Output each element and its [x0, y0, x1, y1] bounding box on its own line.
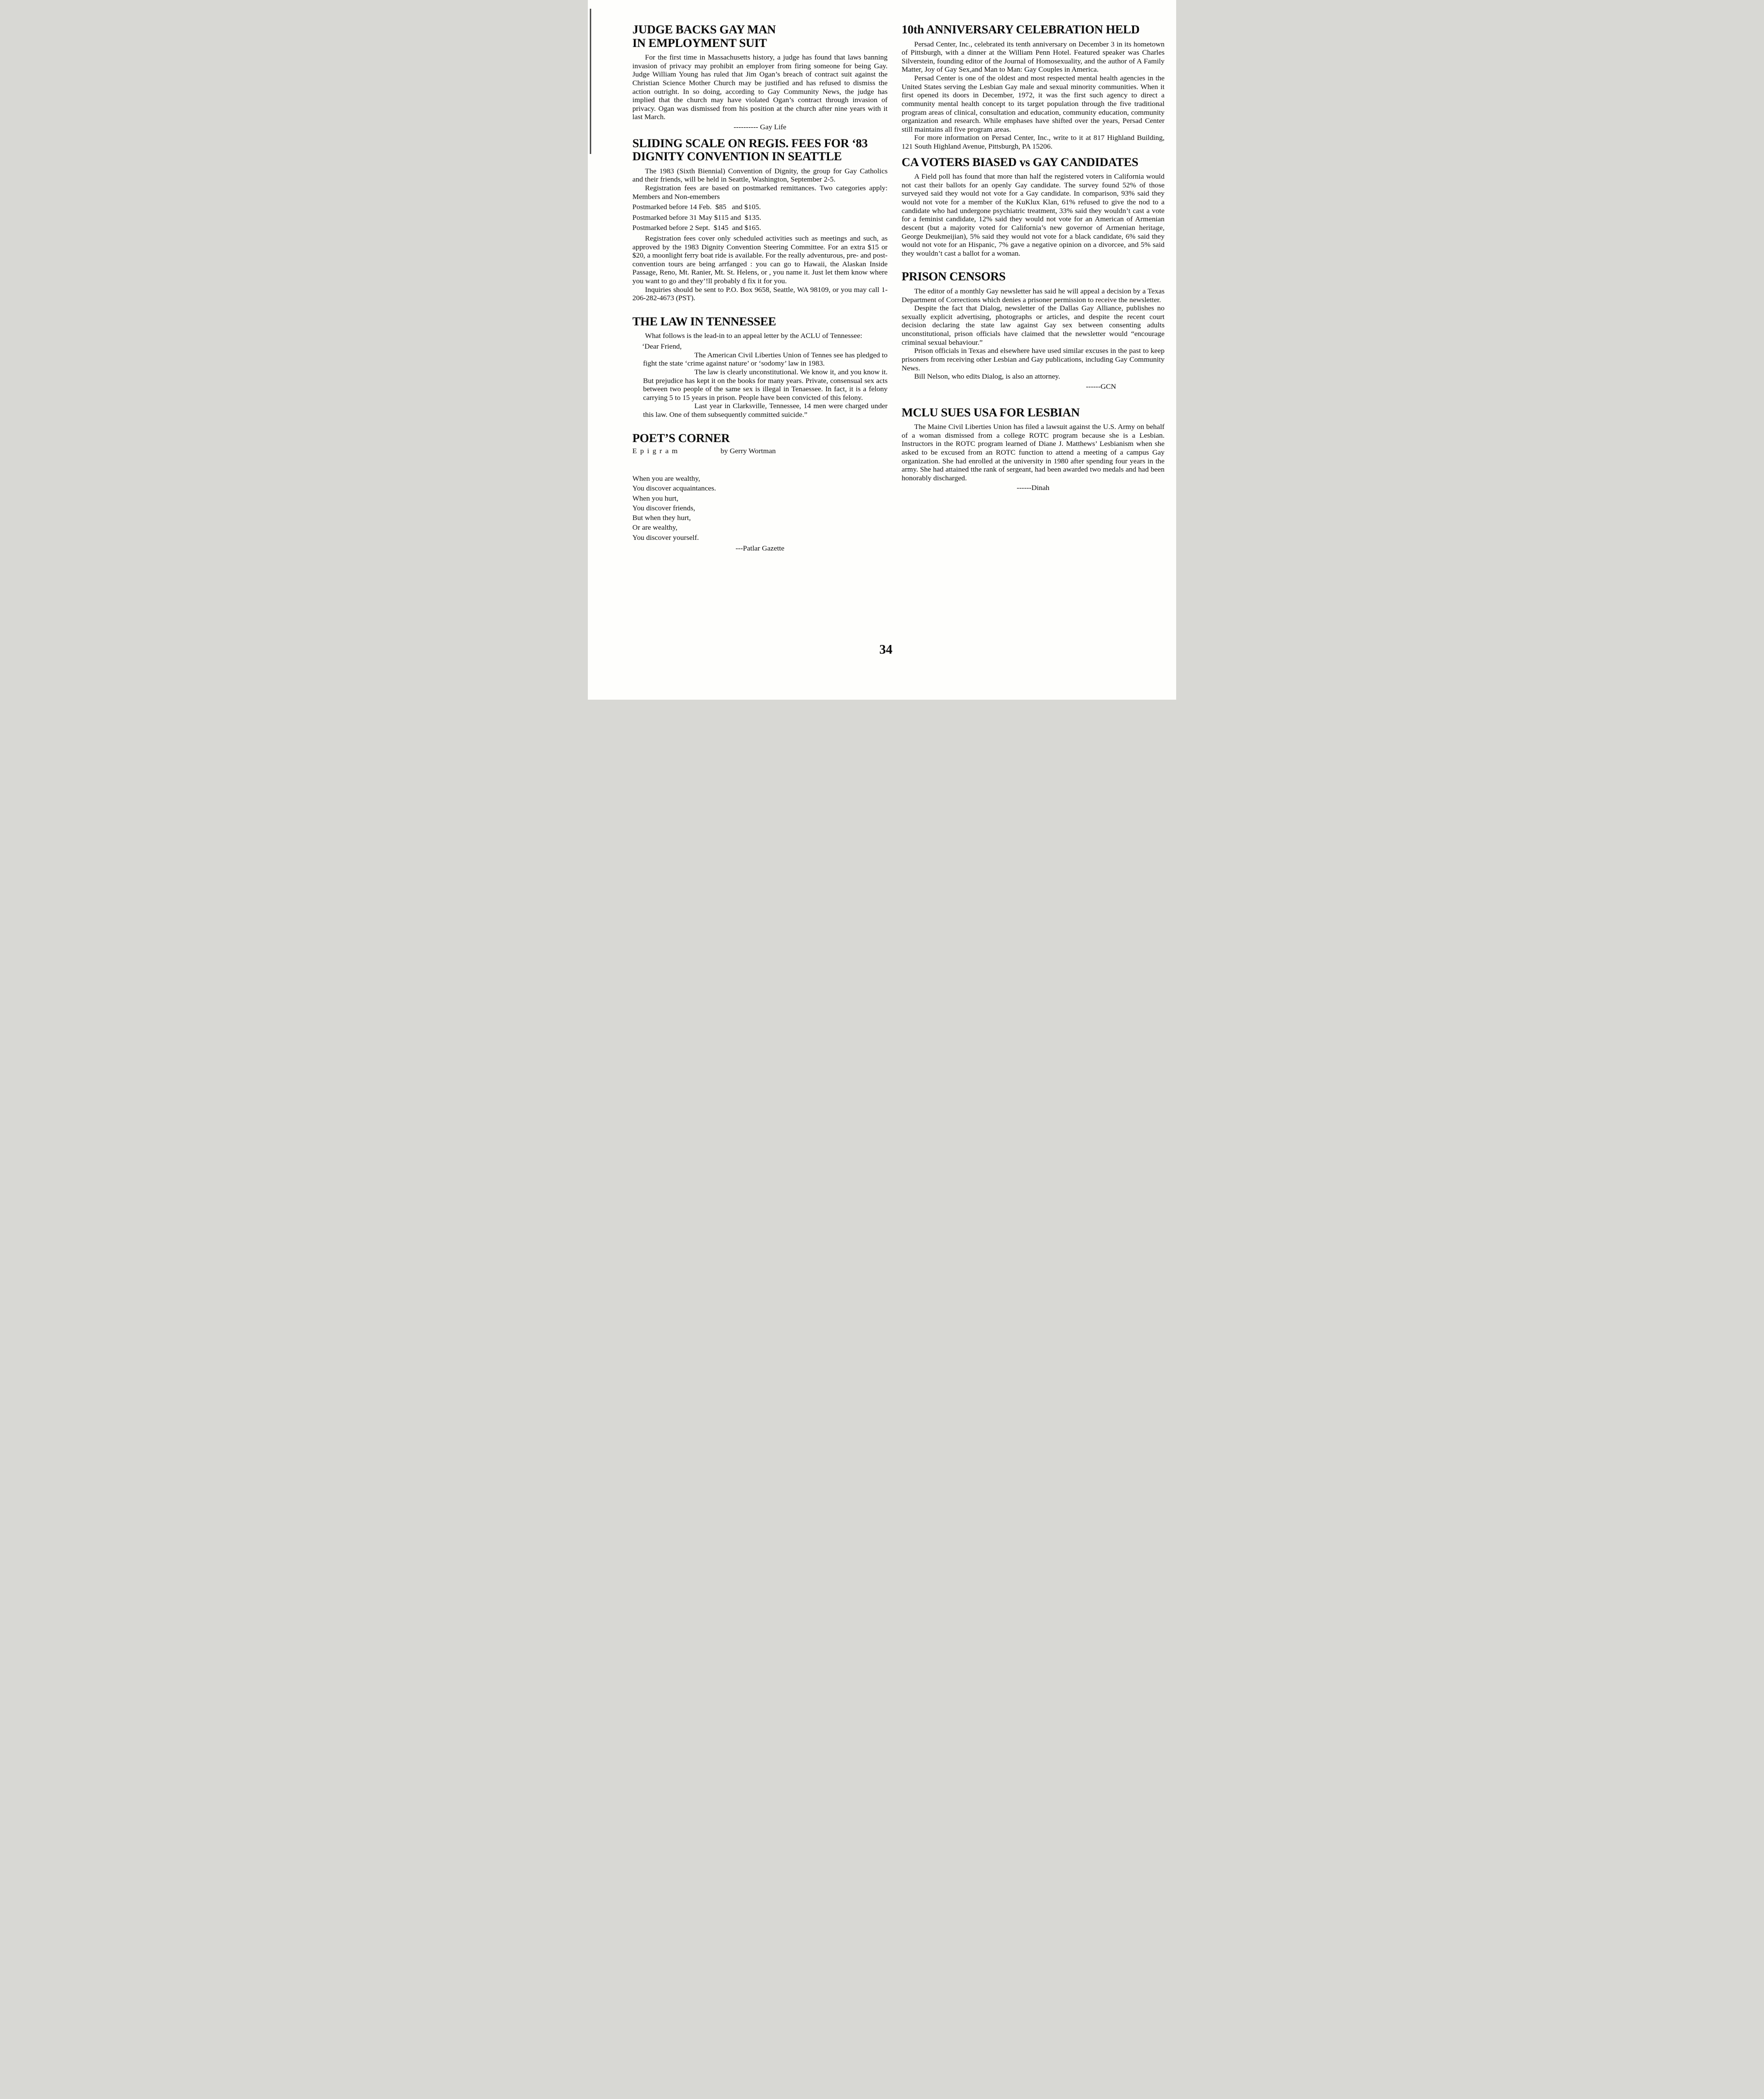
article-prison-censors: [902, 270, 1165, 391]
attribution: ---------- Gay Life: [734, 123, 786, 131]
article-body: [902, 287, 1165, 392]
paragraph: Bill Nelson, who edits Dialog, is also an attorney.: [914, 372, 1060, 381]
paragraph: Inquiries should be sent to P.O. Box 9658, Seattle, WA 98109, or you may call 1-206-282-4673 (PST).: [632, 285, 888, 303]
poem-line: You discover acquaintances.: [632, 484, 716, 493]
poem-line: When you are wealthy,: [632, 475, 700, 483]
article-title-line: DIGNITY CONVENTION IN SEATTLE: [632, 150, 842, 164]
paragraph: The Maine Civil Liberties Union has filed a lawsuit against the U.S. Army on behalf of a woman dismissed from a college ROTC program because she is a Lesbian. Instructors in the ROTC program learned of Diane J. Matthews’ Lesbianism when she asked to be excused from an ROTC function to attend a meeting of a campus Gay organization. She had enrolled at the university in 1980 after spending four years in the army. She had attained tthe rank of sergeant, had been awarded two medals and had been honorably discharged.: [902, 423, 1165, 482]
article-sliding-scale-dignity: [632, 137, 888, 303]
right-column: [902, 23, 1165, 493]
article-body: [902, 40, 1165, 151]
article-judge-backs-gay-man: [632, 23, 888, 132]
paragraph: For the first time in Massachusetts history, a judge has found that laws banning invasion of privacy may prohibit an employer from firing someone for being Gay. Judge William Young has ruled that Jim Ogan’s breach of contract suit against the Christian Science Mother Church may be justified and has refused to dismiss the action outright. In so doing, according to Gay Community News, the judge has implied that the church may have violated Ogan’s contract through invasion of privacy. Ogan was dismissed from his position at the church after nine years with it last March.: [632, 53, 888, 122]
letter-paragraph: The American Civil Liberties Union of Tennes see has pledged to fight the state ‘crime against nature’ or ‘sodomy’ law in 1983.: [643, 351, 888, 368]
article-title-line: 10th ANNIVERSARY CELEBRATION HELD: [902, 23, 1140, 36]
article-title: [902, 156, 1165, 169]
article-body: [632, 167, 888, 303]
page-number: 34: [879, 642, 892, 657]
article-body: [902, 423, 1165, 493]
article-ca-voters-biased: [902, 156, 1165, 258]
paragraph: A Field poll has found that more than half the registered voters in California would not cast their ballots for an openly Gay candidate. The survey found 52% of those surveyed said they would not vote for a Gay candidate. In comparison, 93% said they would not vote for a member of the KuKlux Klan, 61% refused to give the nod to a candidate who had undergone psychiatric treatment, 33% said they wouldn’t cast a vote for a feminist candidate, 12% said they would not vote for an American of Armenian descent (but a majority voted for California’s new governor of Armenian heritage, George Deukmeijian), 5% said they would not vote for a black candidate, 6% said they would not vote for an Hispanic, 7% gave a negative opinion on a divorcee, and 5% said they wouldn’t cast a ballot for a woman.: [902, 172, 1165, 258]
paragraph: The 1983 (Sixth Biennial) Convention of Dignity, the group for Gay Catholics and their friends, will be held in Seattle, Washington, September 2-5.: [632, 167, 888, 184]
article-title: [632, 23, 888, 50]
article-title-line: CA VOTERS BIASED vs GAY CANDIDATES: [902, 155, 1138, 169]
paragraph: Despite the fact that Dialog, newsletter of the Dallas Gay Alliance, publishes no sexually explicit advertising, photographs or articles, and despite the recent court decision declaring the state law against Gay sex between consenting adults unconstitutional, prison officials have claimed that the newsletter would “encourage criminal sexual behaviour.”: [902, 304, 1165, 347]
attribution: ------Dinah: [1016, 484, 1050, 492]
letter-paragraph: The law is clearly unconstitutional. We know it, and you know it. But prejudice has kept it on the books for many years. Private, consensual sex acts between two people of the same sex is illegal in Tenaessee. In fact, it is a felony carrying 5 to 15 years in prison. People have been convicted of this felony.: [643, 368, 888, 402]
article-title: [902, 23, 1165, 37]
article-title-line: PRISON CENSORS: [902, 270, 1006, 284]
paragraph: Registration fees cover only scheduled activities such as meetings and such, as approved by the 1983 Dignity Convention Steering Committee. For an extra $15 or $20, a moonlight ferry boat ride is available. For the really adventurous, pre- and post-convention tours are being arrfanged : you can go to Hawaii, the Alaskan Inside Passage, Reno, Mt. Ranier, Mt. St. Helens, or , you name it. Just let them know where you want to go and they’!ll probably d fix it for you.: [632, 234, 888, 286]
newsletter-page: [588, 0, 1176, 700]
letter-salutation: ‘Dear Friend,: [642, 342, 682, 351]
article-title: [632, 315, 888, 329]
attribution: ------GCN: [1086, 382, 1116, 391]
fee-table: [632, 202, 888, 233]
paragraph: For more information on Persad Center, Inc., write to it at 817 Highland Building, 121 South Highland Avenue, Pittsburgh, PA 15206.: [902, 134, 1165, 151]
left-column: [632, 23, 888, 553]
paragraph: What follows is the lead-in to an appeal letter by the ACLU of Tennessee:: [645, 332, 862, 340]
article-title-line: SLIDING SCALE ON REGIS. FEES FOR ‘83: [632, 137, 868, 150]
article-title-line: IN EMPLOYMENT SUIT: [632, 36, 767, 50]
article-mclu-sues: [902, 406, 1165, 493]
poem-line: Or are wealthy,: [632, 523, 678, 532]
fee-line: Postmarked before 31 May $115 and $135.: [632, 213, 762, 222]
article-body: [902, 172, 1165, 258]
poem-line: When you hurt,: [632, 494, 678, 503]
poem-line: You discover friends,: [632, 504, 695, 512]
paragraph: Persad Center is one of the oldest and most respected mental health agencies in the United States serving the Lesbian Gay male and sexual minority communities. When it first opened its doors in December, 1972, it was the first such agency to direct a community mental health concept to its target population through the five traditional program areas of clinical, consultation and education, community education, community organization and research. While emphases have shifted over the years, Persad Center still maintains all five program areas.: [902, 74, 1165, 134]
article-title: [902, 270, 1165, 284]
scan-edge-artifact: [590, 9, 591, 154]
letter-paragraph: Last year in Clarksville, Tennessee, 14 men were charged under this law. One of them subsequently committed suicide.”: [643, 402, 888, 419]
article-tenth-anniversary: [902, 23, 1165, 151]
article-title: [632, 432, 888, 445]
article-body: [632, 53, 888, 132]
poem-line: But when they hurt,: [632, 514, 691, 522]
fee-line: Postmarked before 2 Sept. $145 and $165.: [632, 224, 761, 232]
attribution: ---Patlar Gazette: [736, 544, 784, 552]
article-poets-corner: [632, 432, 888, 553]
article-title-line: MCLU SUES USA FOR LESBIAN: [902, 406, 1080, 419]
paragraph: Registration fees are based on postmarked remittances. Two categories apply: Members and Non-emembers: [632, 184, 888, 201]
poem-line: You discover yourself.: [632, 533, 699, 542]
article-title: [632, 137, 888, 164]
article-law-in-tennessee: [632, 315, 888, 419]
paragraph: Prison officials in Texas and elsewhere have used similar excuses in the past to keep prisoners from receiving other Lesbian and Gay publications, including Gay Community News.: [902, 347, 1165, 372]
article-title-line: JUDGE BACKS GAY MAN: [632, 23, 776, 36]
poem-byline: by Gerry Wortman: [720, 447, 776, 456]
article-title-line: POET’S CORNER: [632, 431, 730, 445]
poem-byline-row: [632, 447, 888, 456]
paragraph: The editor of a monthly Gay newsletter has said he will appeal a decision by a Texas Department of Corrections which denies a prisoner permission to receive the newsletter.: [902, 287, 1165, 304]
article-title-line: THE LAW IN TENNESSEE: [632, 315, 776, 328]
poem-title: Epigram: [632, 447, 681, 456]
article-title: [902, 406, 1165, 420]
paragraph: Persad Center, Inc., celebrated its tenth anniversary on December 3 in its hometown of Pittsburgh, with a dinner at the William Penn Hotel. Featured speaker was Charles Silverstein, founding editor of the Journal of Homosexuality, and the author of A Family Matter, Joy of Gay Sex,and Man to Man: Gay Couples in America.: [902, 40, 1165, 74]
poem: [632, 474, 888, 543]
fee-line: Postmarked before 14 Feb. $85 and $105.: [632, 203, 761, 212]
article-body: [632, 332, 888, 419]
